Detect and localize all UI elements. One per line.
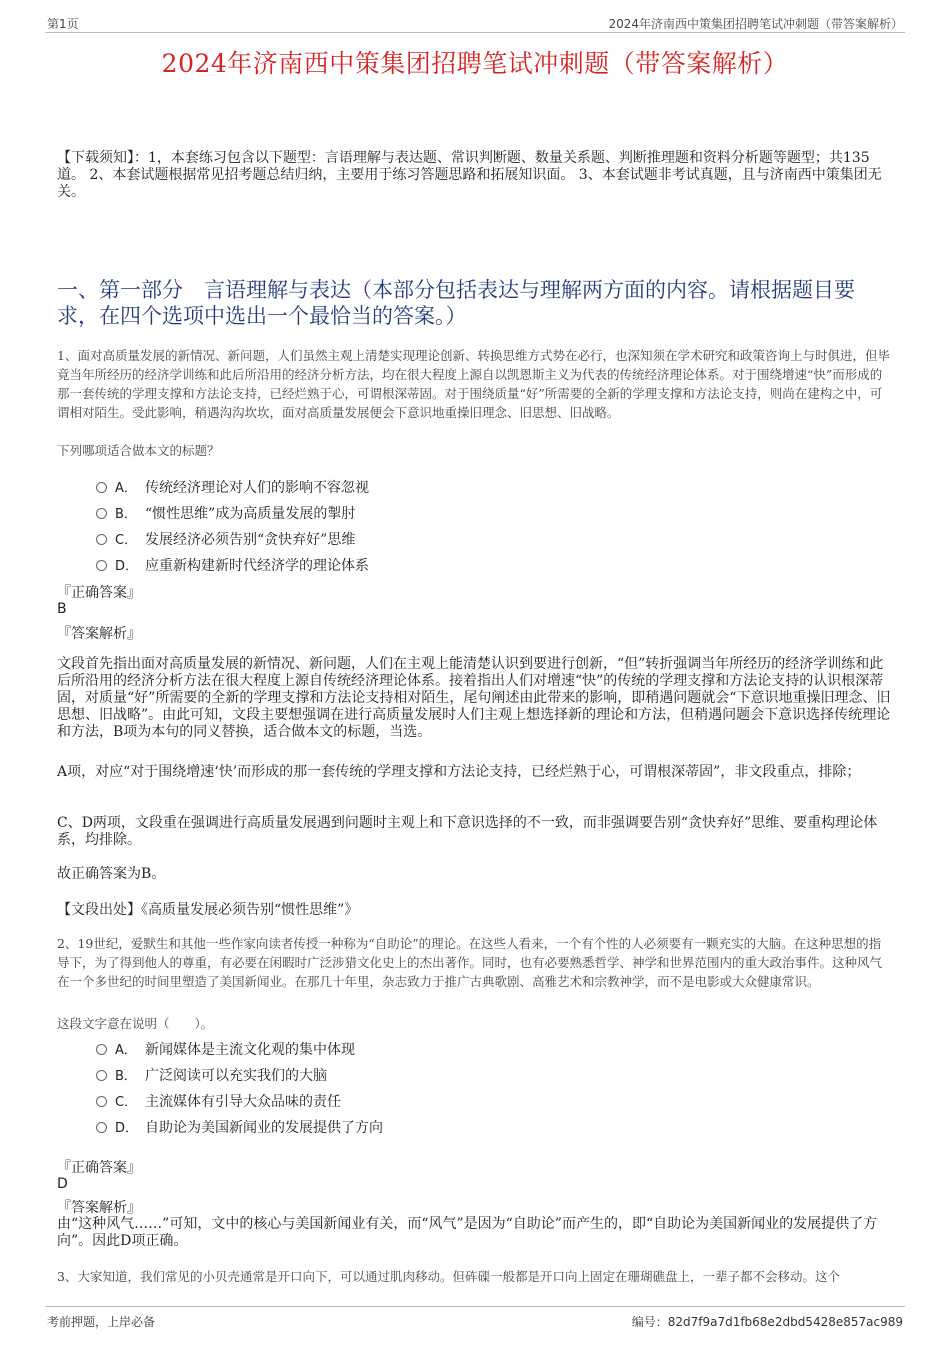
question-2-option-d[interactable]: D． 自助论为美国新闻业的发展提供了方向 [96, 1117, 383, 1137]
question-2-analysis: 由“这种风气……”可知，文中的核心与美国新闻业有关，而“风气”是因为“自助论”而产生的，即“自助论为美国新闻业的发展提供了方向”。因此D项正确。 [57, 1216, 878, 1249]
radio-icon[interactable] [96, 482, 107, 493]
code-label: 编号： [631, 1315, 668, 1329]
code-value: 82d7f9a7d1fb68e2dbd5428e857ac989 [667, 1315, 903, 1329]
footer-slogan: 考前押题，上岸必备 [47, 1315, 156, 1329]
document-title: 2024年济南西中策集团招聘笔试冲刺题（带答案解析） [161, 49, 789, 78]
question-1-option-b[interactable]: B． “惯性思维”成为高质量发展的掣肘 [96, 503, 355, 523]
radio-icon[interactable] [96, 508, 107, 519]
download-notice: 【下载须知】：1，本套练习包含以下题型：言语理解与表达题、常识判断题、数量关系题、判断推理题和资料分析题等题型；共135道。 2、本套试题根据常见招考题总结归纳，主要用于练习答题思路和拓展知识面。 3、本套试题非考试真题，且与济南西中策集团无关。 [57, 150, 882, 200]
radio-icon[interactable] [96, 1096, 107, 1107]
question-1-analysis-label: 『答案解析』 [57, 626, 141, 642]
question-2-text: 2、19世纪，爱默生和其他一些作家向读者传授一种称为“自助论”的理论。在这些人看来，一个有个性的人必须要有一颗充实的大脑。在这种思想的指导下，为了得到他人的尊重，有必要在闲暇时广泛涉猎文化史上的杰出著作。同时，也有必要熟悉哲学、神学和世界范围内的重大政治事件。这种风气在一个多世纪的时间里塑造了美国新闻业。在那几十年里，杂志致力于推广古典歌剧、高雅艺术和宗教神学，而不是电影或大众健康常识。 [57, 936, 883, 989]
radio-icon[interactable] [96, 1122, 107, 1133]
question-1-analysis-para-1: 文段首先指出面对高质量发展的新情况、新问题，人们在主观上能清楚认识到要进行创新，“但”转折强调当年所经历的经济学训练和此后所沿用的经济分析方法在很大程度上源自传统经济理论体系。接着指出人们对增速“快”的传统的学理支撑和方法论支持的认识根深蒂固，对质量“好”所需要的全新的学理支撑和方法论支持相对陌生，尾句阐述由此带来的影响，即稍遇问题就会“下意识地重操旧理念、旧思想、旧战略”。由此可知，文段主要想强调在进行高质量发展时人们主观上想选择新的理论和方法，但稍遇问题会下意识选择传统理论和方法，B项为本句的同义替换，适合做本文的标题，当选。 [57, 656, 891, 740]
question-1-analysis-para-3: C、D两项，文段重在强调进行高质量发展遇到问题时主观上和下意识选择的不一致，而非强调要告别“贪快弃好”思维、要重构理论体系，均排除。 [57, 815, 878, 848]
question-1-answer-label: 『正确答案』 [57, 585, 141, 601]
question-1-answer: B [57, 601, 67, 617]
question-2-option-c[interactable]: C． 主流媒体有引导大众品味的责任 [96, 1091, 341, 1111]
question-1-text: 1、面对高质量发展的新情况、新问题，人们虽然主观上清楚实现理论创新、转换思维方式势在必行，也深知须在学术研究和政策咨询上与时俱进，但毕竟当年所经历的经济学训练和此后所沿用的经济分析方法，均在很大程度上源自以凯恩斯主义为代表的传统经济理论体系。对于围绕增速“快”而形成的那一套传统的学理支撑和方法论支持，已经烂熟于心，可谓根深蒂固。对于围绕质量“好”所需要的全新的学理支撑和方法论支持，则尚在建构之中，可谓相对陌生。受此影响，稍遇沟沟坎坎，面对高质量发展便会下意识地重操旧理念、旧思想、旧战略。 [57, 348, 890, 420]
question-1-option-a[interactable]: A． 传统经济理论对人们的影响不容忽视 [96, 477, 369, 497]
question-1-option-d[interactable]: D． 应重新构建新时代经济学的理论体系 [96, 555, 369, 575]
question-2-option-b[interactable]: B． 广泛阅读可以充实我们的大脑 [96, 1065, 327, 1085]
document-code [632, 1313, 903, 1330]
radio-icon[interactable] [96, 560, 107, 571]
question-2-analysis-label: 『答案解析』 [57, 1200, 141, 1216]
question-1-source: 【文段出处】《高质量发展必须告别“惯性思维”》 [57, 902, 359, 918]
question-2-answer: D [57, 1176, 68, 1192]
page-number: 第1页 [47, 17, 79, 31]
page-footer [45, 1306, 905, 1329]
page-header [45, 12, 905, 33]
running-title: 2024年济南西中策集团招聘笔试冲刺题（带答案解析） [608, 17, 903, 31]
question-1-option-c[interactable]: C． 发展经济必须告别“贪快弃好”思维 [96, 529, 355, 549]
section-heading: 一、第一部分 言语理解与表达（本部分包括表达与理解两方面的内容。请根据题目要求，在四个选项中选出一个最恰当的答案。） [57, 278, 855, 328]
question-1-analysis-para-2: A项，对应“对于围绕增速‘快’而形成的那一套传统的学理支撑和方法论支持，已经烂熟于心，可谓根深蒂固”，非文段重点，排除； [57, 764, 861, 780]
radio-icon[interactable] [96, 1044, 107, 1055]
radio-icon[interactable] [96, 534, 107, 545]
question-2-prompt: 这段文字意在说明（ ）。 [57, 1016, 214, 1031]
question-1-prompt: 下列哪项适合做本文的标题？ [57, 443, 220, 458]
question-2-answer-label: 『正确答案』 [57, 1160, 141, 1176]
question-1-analysis-para-4: 故正确答案为B。 [57, 866, 166, 882]
question-3-text: 3、大家知道，我们常见的小贝壳通常是开口向下，可以通过肌肉移动。但砗磲一般都是开口向上固定在珊瑚礁盘上，一辈子都不会移动。这个 [57, 1269, 840, 1284]
radio-icon[interactable] [96, 1070, 107, 1081]
question-2-option-a[interactable]: A． 新闻媒体是主流文化观的集中体现 [96, 1039, 355, 1059]
